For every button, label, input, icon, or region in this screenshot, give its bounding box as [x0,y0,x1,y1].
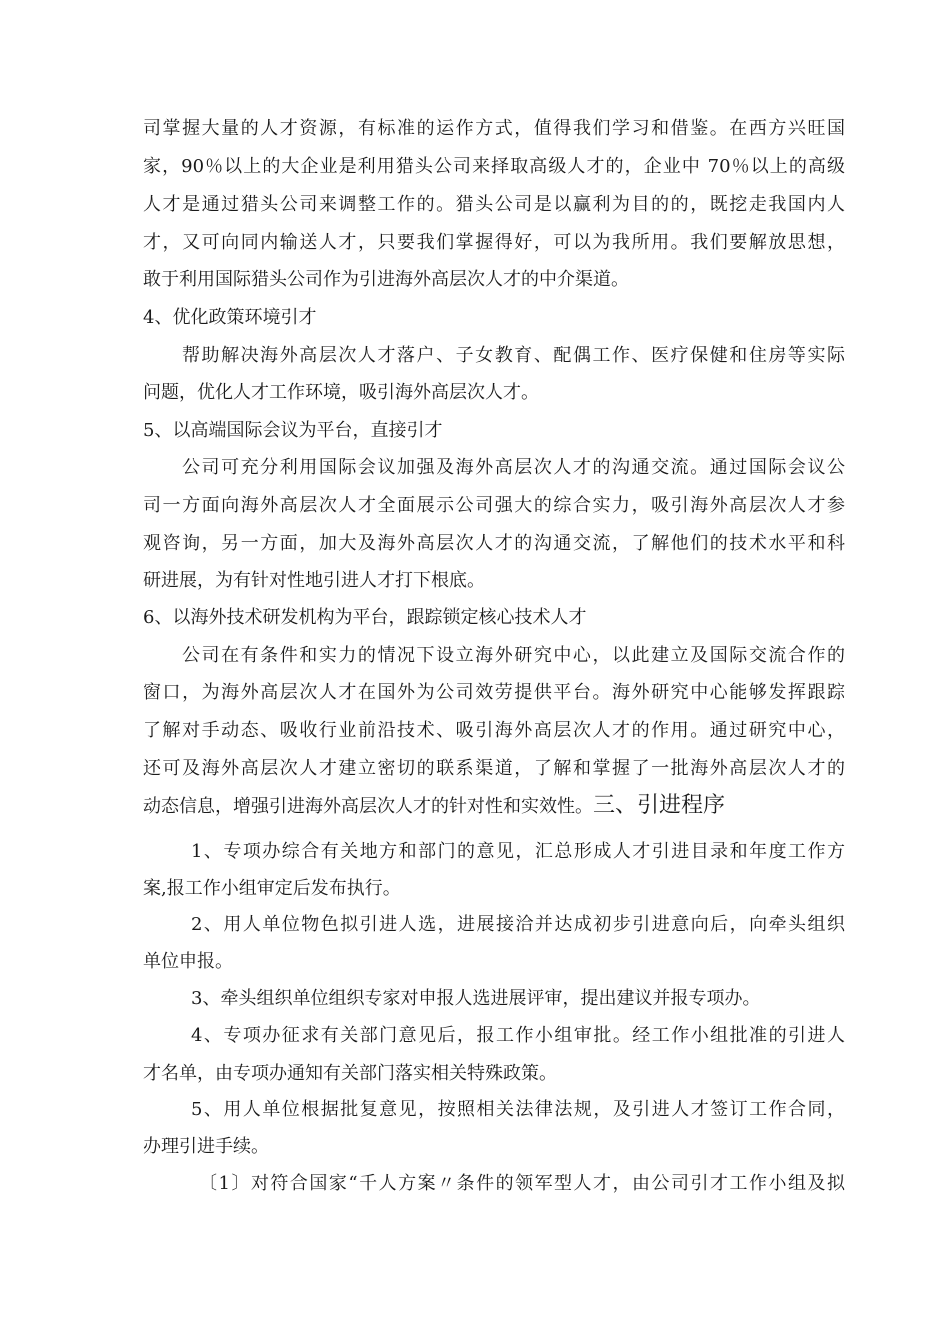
paragraph-line [143,794,725,819]
list-item-line: 4、专项办征求有关部门意见后，报工作小组审批。经工作小组批准的引进人 [191,1025,845,1046]
list-item-line: 〔1〕对符合国家“千人方案〃条件的领军型人才，由公司引才工作小组及拟 [199,1173,845,1194]
paragraph-line: 了解对手动态、吸收行业前沿技术、吸引海外高层次人才的作用。通过研究中心， [143,720,845,741]
paragraph-line: 公司可充分利用国际会议加强及海外高层次人才的沟通交流。通过国际会议公 [182,457,845,478]
paragraph-line: 还可及海外高层次人才建立密切的联系渠道，了解和掌握了一批海外高层次人才的 [143,758,845,779]
list-item-line: 2、用人单位物色拟引进人选，进展接洽并达成初步引进意向后，向牵头组织 [191,914,845,935]
paragraph-line: 司掌握大量的人才资源，有标准的运作方式，值得我们学习和借鉴。在西方兴旺国 [143,118,845,139]
section-heading: 5、以高端国际会议为平台，直接引才 [143,420,443,441]
paragraph-text: 动态信息，增强引进海外高层次人才的针对性和实效性。 [143,796,593,817]
paragraph-line: 才，又可向同内输送人才，只要我们掌握得好，可以为我所用。我们要解放思想， [143,232,845,253]
section-heading: 6、以海外技术研发机构为平台，跟踪锁定核心技术人才 [143,607,587,628]
paragraph-line: 家，90％以上的大企业是利用猎头公司来择取高级人才的，企业中 70％以上的高级 [143,156,845,177]
list-item-line: 5、用人单位根据批复意见，按照相关法律法规，及引进人才签订工作合同， [191,1099,845,1120]
list-item-line: 3、牵头组织单位组织专家对申报人选进展评审，提出建议并报专项办。 [191,988,761,1009]
section-title: 三、引进程序 [593,793,726,818]
list-item-line: 案,报工作小组审定后发布执行。 [143,878,401,899]
paragraph-line: 窗口，为海外高层次人才在国外为公司效劳提供平台。海外研究中心能够发挥跟踪 [143,682,845,703]
paragraph-line: 研进展，为有针对性地引进人才打下根底。 [143,570,485,591]
list-item-line: 办理引进手续。 [143,1136,269,1157]
section-heading: 4、优化政策环境引才 [143,307,317,328]
list-item-line: 1、专项办综合有关地方和部门的意见，汇总形成人才引进目录和年度工作方 [191,841,845,862]
list-item-line: 才名单，由专项办通知有关部门落实相关特殊政策。 [143,1063,557,1084]
paragraph-line: 人才是通过猎头公司来调整工作的。猎头公司是以赢利为目的的，既挖走我国内人 [143,194,845,215]
paragraph-line: 司一方面向海外高层次人才全面展示公司强大的综合实力，吸引海外高层次人才参 [143,495,845,516]
list-item-line: 单位申报。 [143,951,233,972]
paragraph-line: 敢于利用国际猎头公司作为引进海外高层次人才的中介渠道。 [143,269,629,290]
paragraph-line: 公司在有条件和实力的情况下设立海外研究中心，以此建立及国际交流合作的 [182,645,845,666]
paragraph-line: 观咨询，另一方面，加大及海外高层次人才的沟通交流，了解他们的技术水平和科 [143,533,845,554]
paragraph-line: 问题，优化人才工作环境，吸引海外高层次人才。 [143,382,539,403]
paragraph-line: 帮助解决海外高层次人才落户、子女教育、配偶工作、医疗保健和住房等实际 [182,345,845,366]
